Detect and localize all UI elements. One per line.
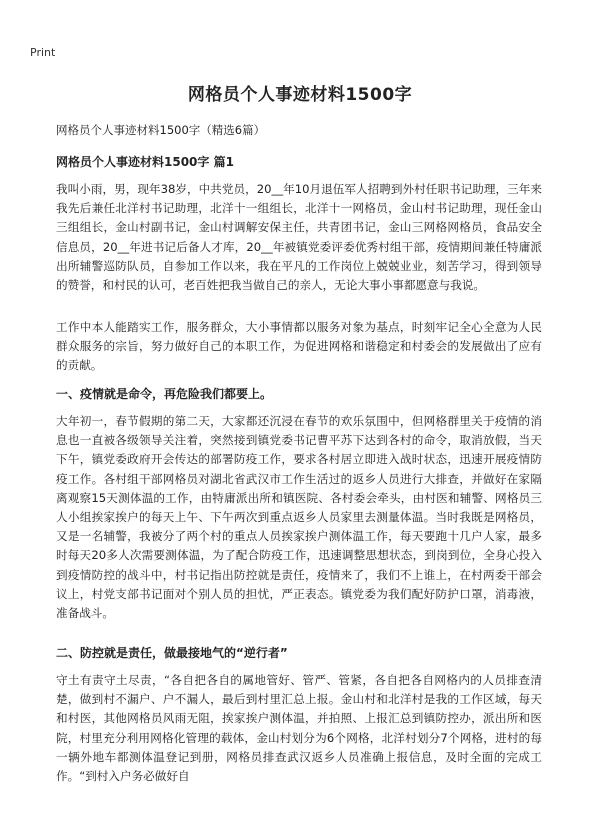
article-heading: 网格员个人事迹材料1500字 篇1 xyxy=(56,155,234,169)
page-title: 网格员个人事迹材料1500字 xyxy=(187,85,413,105)
paragraph-4: 守土有责守土尽责，“各自把各自的属地管好、管严、管紧，各自把各自网格内的人员排查清楚，做到村不漏户、户不漏人，最后到村里汇总上报。金山村和北洋村是我的工作区域，每天和村医，其他网格员风雨无阻，挨家挨户测体温，并拍照、上报汇总到镇防控办，派出所和医院，村里充分利用网格化管理的载体，金山村划分为6个网格，北洋村划分7个网格，进村的每一辆外地车都测体温登记到册，网格员排查武汉返乡人员准确上报信息，及时全面的完成工作。“到村入户务必做好自 xyxy=(56,673,542,784)
paragraph-2: 工作中本人能踏实工作，服务群众，大小事情都以服务对象为基点，时刻牢记全心全意为人民群众服务的宗旨，努力做好自己的本职工作，为促进网格和谐稳定和村委会的发展做出了应有的贡献。 xyxy=(56,320,542,373)
document-subtitle: 网格员个人事迹材料1500字（精选6篇） xyxy=(56,123,266,137)
paragraph-3: 大年初一，春节假期的第二天，大家都还沉浸在春节的欢乐氛围中，但网格群里关于疫情的消息也一直被各级领导关注着，突然接到镇党委书记曹平苏下达到各村的命令，取消放假，当天下午，镇党委政府开会传达的部署防疫工作，要求各村居立即进入战时状态，迅速开展疫情防疫工作。各村组干部网格员对湖北省武汉市工作生活过的返乡人员进行大排查，并做好在家隔离观察15天测体温的工作，由特庸派出所和镇医院、各村委会牵头，由村医和辅警、网格员三人小组挨家挨户的每天上午、下午两次到重点返乡人员家里去测量体温。当时我既是网格员，又是一名辅警，我被分了两个村的重点人员挨家挨户测体温工作，每天要跑十几户人家，最多时每天20多人次需要测体温，为了配合防疫工作，迅速调整思想状态，到岗到位，全身心投入到疫情防控的战斗中，村书记指出防控就是责任，疫情来了，我们不上谁上，在村两委干部会议上，村党支部书记面对个别人员的担忧，严正表态。镇党委为我们配好防护口罩，消毒液，准备战斗。 xyxy=(56,414,542,621)
paragraph-1: 我叫小雨，男，现年38岁，中共党员，20__年10月退伍军人招聘到外村任职书记助理，三年来我先后兼任北洋村书记助理，北洋十一组组长，北洋十一网格员，金山村书记助理，现任金山三组组长，金山村副书记，金山村调解安保主任，共青团书记，金山三网格网格员，食品安全信息员，20__年进书记后备人才库，20__年被镇党委评委优秀村组干部，疫情期间兼任特庸派出所辅警巡防队员，自参加工作以来，我在平凡的工作岗位上兢兢业业，刻苦学习，得到领导的赞誉，和村民的认可，老百姓把我当做自己的亲人，无论大事小事都愿意与我说。 xyxy=(56,182,542,293)
section-heading-2: 二、防控就是责任，做最接地气的“逆行者” xyxy=(56,646,288,660)
print-link[interactable]: Print xyxy=(30,46,56,59)
section-heading-1: 一、疫情就是命令，再危险我们都要上。 xyxy=(56,387,273,401)
